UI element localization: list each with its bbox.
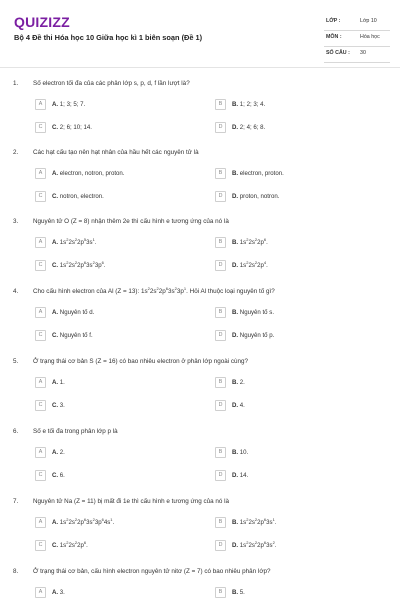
option-letter-box: A: [35, 168, 46, 179]
option-body: $1s^22s^22p^63s^23p^64s^1$.: [59, 516, 115, 526]
option-letter-box: A: [35, 99, 46, 110]
option-body: 2.: [59, 449, 65, 456]
option-text: [52, 170, 125, 177]
option-letter-box: D: [215, 191, 226, 202]
option-text: [52, 472, 65, 479]
option-letter-box: B: [215, 377, 226, 388]
option-key: A.: [52, 170, 59, 177]
option-letter-box: D: [215, 122, 226, 133]
question-2: [0, 149, 400, 219]
option-key: C.: [52, 124, 59, 131]
option-letter-box: A: [35, 587, 46, 598]
option-text: [52, 332, 93, 339]
question-3: [0, 218, 400, 288]
question-text: Ở trạng thái cơ bản S (Z = 16) có bao nhiêu electron ở phân lớp ngoài cùng?: [33, 358, 249, 365]
question-text: Nguyên tử Na (Z = 11) bị mất đi 1e thì cấu hình e tương ứng của nó là: [33, 498, 230, 505]
meta-value: Hóa học: [360, 34, 380, 40]
option-text: [52, 124, 92, 131]
option-letter-box: A: [35, 517, 46, 528]
question-number: 8.: [13, 568, 19, 575]
question-text: Các hạt cấu tạo nên hạt nhân của hầu hết các nguyên tử là: [33, 149, 199, 156]
option-body: 2; 6; 10; 14.: [59, 124, 92, 131]
option-body: 1; 2; 3; 4.: [239, 101, 266, 108]
option-key: A.: [52, 239, 59, 246]
option-text: [232, 193, 279, 200]
option-body: proton, notron.: [239, 193, 280, 200]
option-body: Nguyên tố d.: [59, 309, 95, 316]
option-letter-box: A: [35, 237, 46, 248]
option-letter-box: C: [35, 122, 46, 133]
option-key: D.: [232, 332, 239, 339]
option-key: A.: [52, 449, 59, 456]
worksheet-meta: [324, 15, 390, 63]
option-text: [52, 539, 88, 549]
question-text: Số e tối đa trong phân lớp p là: [33, 428, 118, 435]
option-letter-box: B: [215, 517, 226, 528]
option-key: B.: [232, 449, 239, 456]
option-key: D.: [232, 542, 239, 549]
option-letter-box: D: [215, 260, 226, 271]
option-key: D.: [232, 402, 239, 409]
option-key: C.: [52, 402, 59, 409]
option-body: $1s^22s^22p^4$.: [239, 259, 268, 269]
option-text: [232, 124, 265, 131]
question-text: Cho cấu hình electron của Al (Z = 13): $1s^22s^22p^63s^23p^1$. Hỏi Al thuộc loại nguyên tố gì?: [33, 285, 275, 295]
option-body: 1; 3; 5; 7.: [59, 101, 86, 108]
option-key: D.: [232, 193, 239, 200]
option-letter-box: B: [215, 447, 226, 458]
question-number: 7.: [13, 498, 19, 505]
option-key: B.: [232, 309, 239, 316]
option-key: A.: [52, 519, 59, 526]
option-text: [232, 472, 248, 479]
option-body: Nguyên tố s.: [239, 309, 275, 316]
option-body: 4.: [239, 402, 245, 409]
meta-label: SỐ CÂU :: [326, 50, 350, 56]
option-letter-box: B: [215, 99, 226, 110]
option-body: electron, proton.: [239, 170, 284, 177]
header-divider: [0, 67, 400, 68]
option-text: [52, 193, 104, 200]
question-text: Ở trạng thái cơ bản, cấu hình electron nguyên tử nitơ (Z = 7) có bao nhiêu phân lớp?: [33, 568, 271, 575]
option-key: B.: [232, 101, 239, 108]
option-body: 5.: [239, 589, 245, 596]
meta-value: 30: [360, 50, 366, 56]
option-letter-box: C: [35, 400, 46, 411]
option-body: $1s^22s^22p^6$.: [239, 236, 268, 246]
option-key: B.: [232, 379, 239, 386]
option-body: 3.: [59, 402, 65, 409]
option-body: $1s^22s^22p^6$.: [59, 539, 88, 549]
worksheet-header: [0, 0, 400, 62]
question-text: Nguyên tử O (Z = 8) nhận thêm 2e thì cấu hình e tương ứng của nó là: [33, 218, 229, 225]
option-letter-box: C: [35, 330, 46, 341]
option-letter-box: B: [215, 587, 226, 598]
quizizz-logo: QUIZIZZ: [14, 14, 70, 30]
question-7: [0, 498, 400, 568]
option-text: [232, 539, 277, 549]
option-body: 3.: [59, 589, 65, 596]
option-body: 6.: [59, 472, 65, 479]
option-letter-box: B: [215, 237, 226, 248]
option-letter-box: A: [35, 377, 46, 388]
option-body: notron, electron.: [59, 193, 104, 200]
option-text: [232, 402, 245, 409]
option-text: [52, 101, 85, 108]
option-key: C.: [52, 262, 59, 269]
option-key: C.: [52, 193, 59, 200]
option-text: [52, 379, 65, 386]
option-key: B.: [232, 170, 239, 177]
question-5: [0, 358, 400, 428]
option-key: B.: [232, 589, 239, 596]
option-key: A.: [52, 379, 59, 386]
option-key: B.: [232, 239, 239, 246]
option-key: A.: [52, 589, 59, 596]
option-key: A.: [52, 101, 59, 108]
option-text: [52, 402, 65, 409]
option-letter-box: B: [215, 168, 226, 179]
option-text: [232, 259, 268, 269]
option-letter-box: D: [215, 400, 226, 411]
question-1: [0, 80, 400, 150]
question-text: Số electron tối đa của các phân lớp s, p, d, f lần lượt là?: [33, 80, 190, 87]
option-body: $1s^22s^22p^63s^2$.: [239, 539, 277, 549]
option-body: $1s^22s^22p^63s^1$.: [239, 516, 277, 526]
question-number: 6.: [13, 428, 19, 435]
option-key: D.: [232, 472, 239, 479]
option-text: [232, 449, 248, 456]
question-8: [0, 568, 400, 600]
option-key: C.: [52, 542, 59, 549]
option-letter-box: A: [35, 447, 46, 458]
option-text: [232, 309, 274, 316]
option-text: [232, 170, 284, 177]
meta-row-question-count: [324, 47, 390, 63]
option-text: [52, 449, 65, 456]
meta-row-class: [324, 15, 390, 31]
question-number: 2.: [13, 149, 19, 156]
option-text: [52, 309, 94, 316]
question-4: [0, 285, 400, 358]
option-body: $1s^22s^22p^53s^1$.: [59, 236, 97, 246]
option-text: [52, 259, 106, 269]
option-text: [232, 516, 277, 526]
option-text: [232, 589, 245, 596]
option-letter-box: D: [215, 470, 226, 481]
option-letter-box: A: [35, 307, 46, 318]
option-text: [232, 332, 274, 339]
option-body: 10.: [239, 449, 249, 456]
question-6: [0, 428, 400, 498]
option-text: [232, 101, 265, 108]
option-body: Nguyên tố f.: [59, 332, 93, 339]
meta-row-subject: [324, 31, 390, 47]
option-body: Nguyên tố p.: [239, 332, 275, 339]
option-text: [52, 589, 65, 596]
option-text: [232, 236, 268, 246]
option-letter-box: D: [215, 330, 226, 341]
option-key: A.: [52, 309, 59, 316]
meta-label: LỚP :: [326, 18, 341, 24]
option-text: [52, 236, 97, 246]
question-number: 4.: [13, 288, 19, 295]
option-letter-box: C: [35, 260, 46, 271]
question-number: 3.: [13, 218, 19, 225]
option-key: B.: [232, 519, 239, 526]
question-number: 5.: [13, 358, 19, 365]
option-letter-box: C: [35, 540, 46, 551]
option-letter-box: C: [35, 191, 46, 202]
option-key: D.: [232, 262, 239, 269]
meta-label: MÔN :: [326, 34, 342, 40]
option-letter-box: B: [215, 307, 226, 318]
option-body: 2.: [239, 379, 245, 386]
option-letter-box: D: [215, 540, 226, 551]
option-text: [232, 379, 245, 386]
option-body: 1.: [59, 379, 65, 386]
meta-value: Lớp 10: [360, 18, 377, 24]
option-letter-box: C: [35, 470, 46, 481]
option-body: electron, notron, proton.: [59, 170, 125, 177]
option-body: 14.: [239, 472, 249, 479]
option-text: [52, 516, 115, 526]
option-key: C.: [52, 332, 59, 339]
option-body: $1s^22s^22p^63s^23p^6$.: [59, 259, 106, 269]
option-key: D.: [232, 124, 239, 131]
option-body: 2; 4; 6; 8.: [239, 124, 266, 131]
question-number: 1.: [13, 80, 19, 87]
option-key: C.: [52, 472, 59, 479]
worksheet-title: Bộ 4 Đề thi Hóa học 10 Giữa học kì 1 biên soạn (Đề 1): [14, 33, 203, 42]
